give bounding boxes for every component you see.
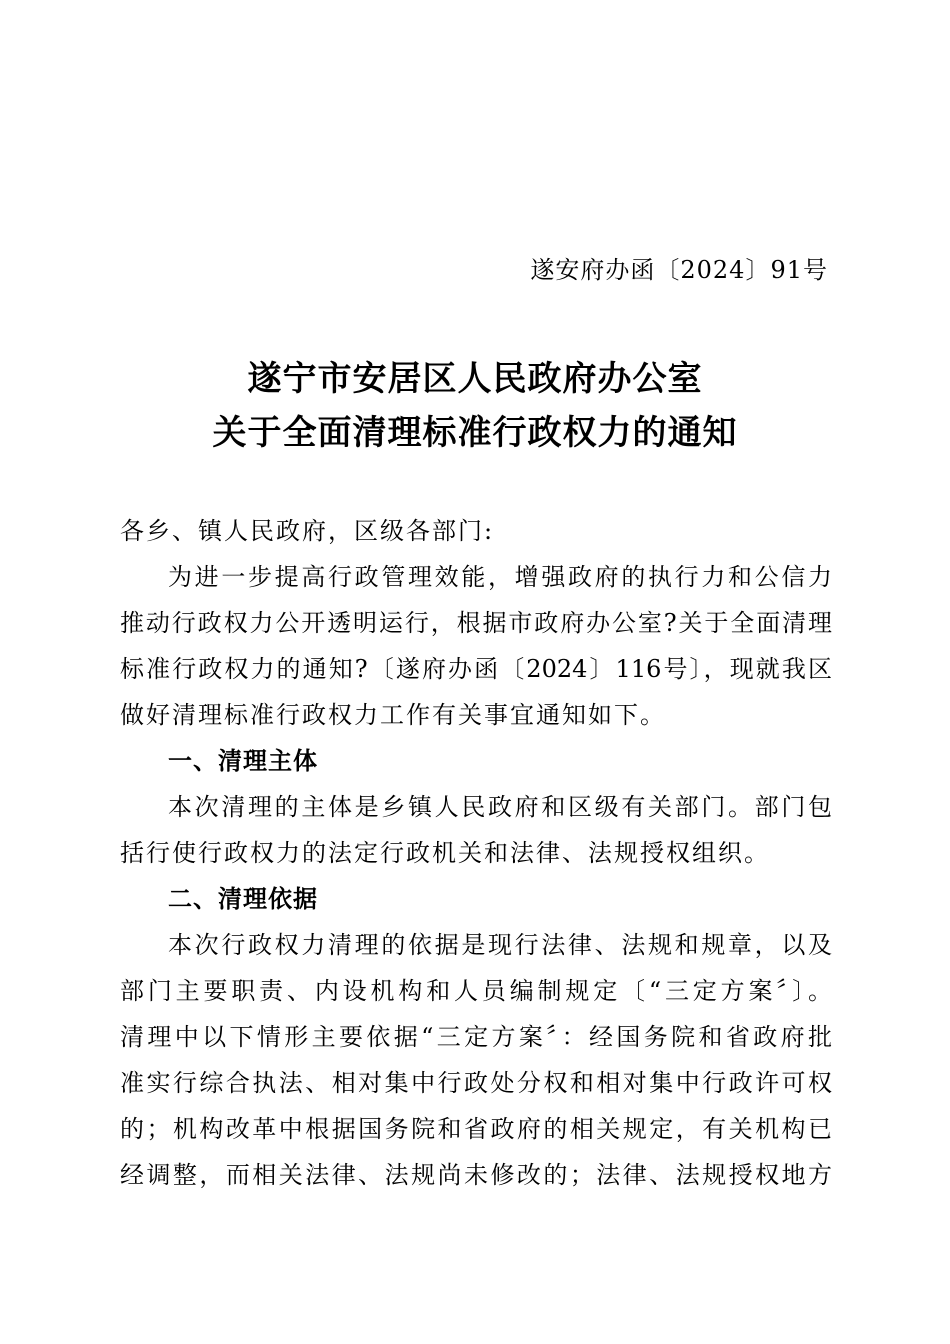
paragraph-3-line: 准实行综合执法、相对集中行政处分权和相对集中行政许可权	[120, 1069, 832, 1097]
paragraph-1-line: 标准行政权力的通知?〔遂府办函〔2024〕116号〕，现就我区	[120, 655, 832, 683]
paragraph-1-line: 为进一步提高行政管理效能，增强政府的执行力和公信力	[168, 563, 832, 591]
paragraph-3-line: 清理中以下情形主要依据“三定方案〞：经国务院和省政府批	[120, 1023, 832, 1051]
paragraph-3-line: 部门主要职责、内设机构和人员编制规定〔“三定方案〞〕。	[120, 977, 832, 1005]
title-line-1: 遂宁市安居区人民政府办公室	[247, 359, 703, 399]
paragraph-3-line: 本次行政权力清理的依据是现行法律、法规和规章，以及	[168, 931, 832, 959]
paragraph-3-line: 的；机构改革中根据国务院和省政府的相关规定，有关机构已	[120, 1115, 832, 1143]
paragraph-2-line: 本次清理的主体是乡镇人民政府和区级有关部门。部门包	[168, 793, 832, 821]
paragraph-1-line: 做好清理标准行政权力工作有关事宜通知如下。	[120, 701, 666, 729]
section-heading-2: 二、清理依据	[168, 885, 318, 913]
paragraph-1-line: 推动行政权力公开透明运行，根据市政府办公室?关于全面清理	[120, 609, 832, 637]
title-line-2: 关于全面清理标准行政权力的通知	[212, 413, 738, 453]
paragraph-2-line: 括行使行政权力的法定行政机关和法律、法规授权组织。	[120, 839, 770, 867]
document-body	[120, 508, 832, 1198]
paragraph-3-line: 经调整，而相关法律、法规尚未修改的；法律、法规授权地方	[120, 1161, 832, 1189]
document-title	[0, 352, 950, 460]
section-heading-1: 一、清理主体	[168, 747, 318, 775]
document-number: 遂安府办函〔2024〕91号	[530, 256, 828, 284]
salutation: 各乡、镇人民政府，区级各部门:	[120, 517, 495, 545]
